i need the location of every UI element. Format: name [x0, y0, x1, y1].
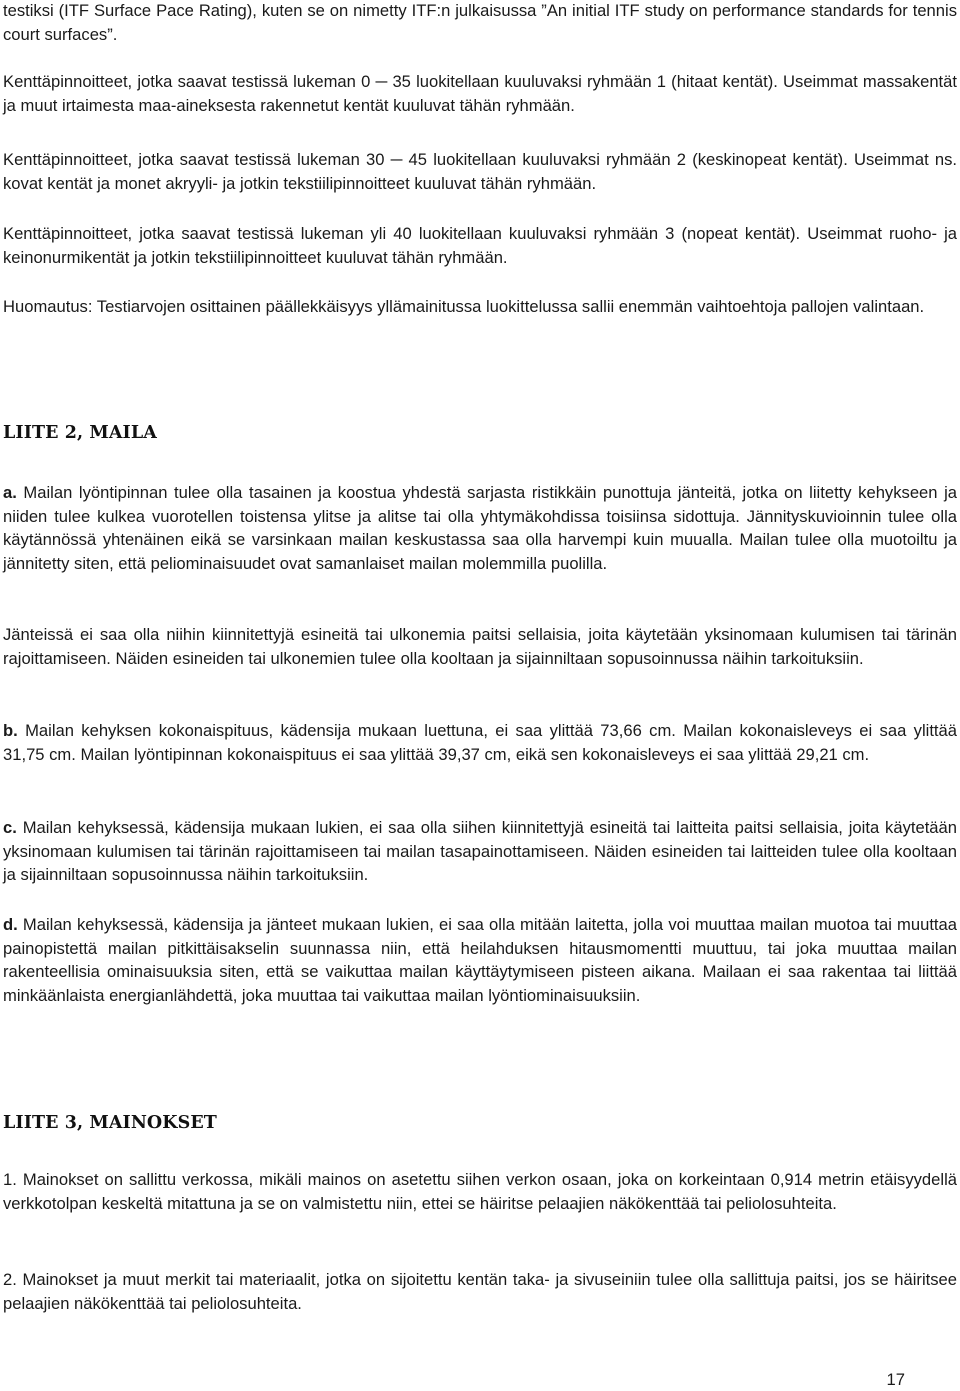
rule-a-text: Mailan lyöntipinnan tulee olla tasainen ja koostua yhdestä sarjasta ristikkäin punottuja jänteitä, jotka on liitetty kehykseen ja niiden tulee kulkea vuorotellen toistensa ylitse ja alitse tai olla yhtymäkohdissa toisiinsa sidottuja. Jännityskuvioinnin tulee olla käytännössä yhtenäinen eikä se varsinkaan mailan keskustassa saa olla harvempi kuin muualla. Mailan tulee olla muotoiltu ja jännitetty siten, että peliominaisuudet ovat samanlaiset mailan molemmilla puolilla. — [3, 483, 957, 573]
rule-c — [3, 816, 957, 887]
rule-a — [3, 481, 957, 575]
advertising-rule-2: 2. Mainokset ja muut merkit tai materiaalit, jotka on sijoitettu kentän taka- ja sivuseiniin tulee olla sallittuja paitsi, jos se häiritsee pelaajien näkökenttää tai peliolosuhteita. — [3, 1270, 957, 1313]
rule-b — [3, 719, 957, 766]
paragraph-note: Huomautus: Testiarvojen osittainen päällekkäisyys yllämainitussa luokittelussa sallii enemmän vaihtoehtoja pallojen valintaan. — [3, 297, 925, 316]
rule-a-continuation: Jänteissä ei saa olla niihin kiinnitettyjä esineitä tai ulkonemia paitsi sellaisia, joita käytetään yksinomaan kulumisen tai tärinän rajoittamiseen. Näiden esineiden tai ulkonemien tulee olla kooltaan ja sijainniltaan sopusoinnussa näihin tarkoituksiin. — [3, 625, 957, 668]
rule-c-text: Mailan kehyksessä, kädensija mukaan lukien, ei saa olla siihen kiinnitettyjä esineitä tai laitteita paitsi sellaisia, joita käytetään yksinomaan kulumisen tai tärinän rajoittamiseen tai mailan tasapainottamiseen. Näiden esineiden tai laitteiden tulee olla kooltaan ja sijainniltaan sopusoinnussa näihin tarkoituksiin. — [3, 818, 957, 885]
rule-d-marker: d. — [3, 915, 18, 934]
paragraph-group-2-medium: Kenttäpinnoitteet, jotka saavat testissä lukeman 30 ─ 45 luokitellaan kuuluvaksi ryhmään 2 (keskinopeat kentät). Useimmat ns. kovat kentät ja monet akryyli- ja jotkin tekstiilipinnoitteet kuuluvat tähän ryhmään. — [3, 150, 957, 193]
rule-b-marker: b. — [3, 721, 18, 740]
paragraph-group-3-fast: Kenttäpinnoitteet, jotka saavat testissä lukeman yli 40 luokitellaan kuuluvaksi ryhmään 3 (nopeat kentät). Useimmat ruoho- ja keinonurmikentät ja jotkin tekstiilipinnoitteet kuuluvat tähän ryhmään. — [3, 224, 957, 267]
rule-a-marker: a. — [3, 483, 17, 502]
advertising-rule-1: 1. Mainokset on sallittu verkossa, mikäli mainos on asetettu siihen verkon osaan, joka on korkeintaan 0,914 metrin etäisyydellä verkkotolpan keskeltä mitattuna ja se on valmistettu niin, ettei se häiritse pelaajien näkökenttää tai peliolosuhteita. — [3, 1170, 957, 1213]
rule-d-text: Mailan kehyksessä, kädensija ja jänteet mukaan lukien, ei saa olla mitään laitetta, jolla voi muuttaa mailan muotoa tai muuttaa painopistettä mailan pitkittäisakselin suunnassa niin, että heilahduksen hitausmomentti muuttuu, tai joka muuttaa mailan rakenteellisia ominaisuuksia siten, että se vaikuttaa mailan käyttäytymiseen pisteen aikana. Mailaan ei saa rakentaa tai liittää minkäänlaista energianlähdettä, joka muuttaa tai vaikuttaa mailan lyöntiominaisuuksiin. — [3, 915, 957, 1005]
rule-b-text: Mailan kehyksen kokonaispituus, kädensija mukaan luettuna, ei saa ylittää 73,66 cm. Mailan kokonaisleveys ei saa ylittää 31,75 cm. Mailan lyöntipinnan kokonaispituus ei saa ylittää 39,37 cm, eikä sen kokonaisleveys ei saa ylittää 29,21 cm. — [3, 721, 957, 764]
rule-d — [3, 913, 957, 1007]
section-heading-liite-2: LIITE 2, MAILA — [3, 423, 157, 443]
rule-c-marker: c. — [3, 818, 17, 837]
paragraph-itf-rating: testiksi (ITF Surface Pace Rating), kuten se on nimetty ITF:n julkaisussa ”An initial ITF study on performance standards for tennis court surfaces”. — [3, 1, 957, 44]
page-number: 17 — [886, 1370, 905, 1389]
paragraph-group-1-slow: Kenttäpinnoitteet, jotka saavat testissä lukeman 0 ─ 35 luokitellaan kuuluvaksi ryhmään 1 (hitaat kentät). Useimmat massakentät ja muut irtaimesta maa-aineksesta rakennetut kentät kuuluvat tähän ryhmään. — [3, 72, 957, 115]
section-heading-liite-3: LIITE 3, MAINOKSET — [3, 1113, 217, 1133]
